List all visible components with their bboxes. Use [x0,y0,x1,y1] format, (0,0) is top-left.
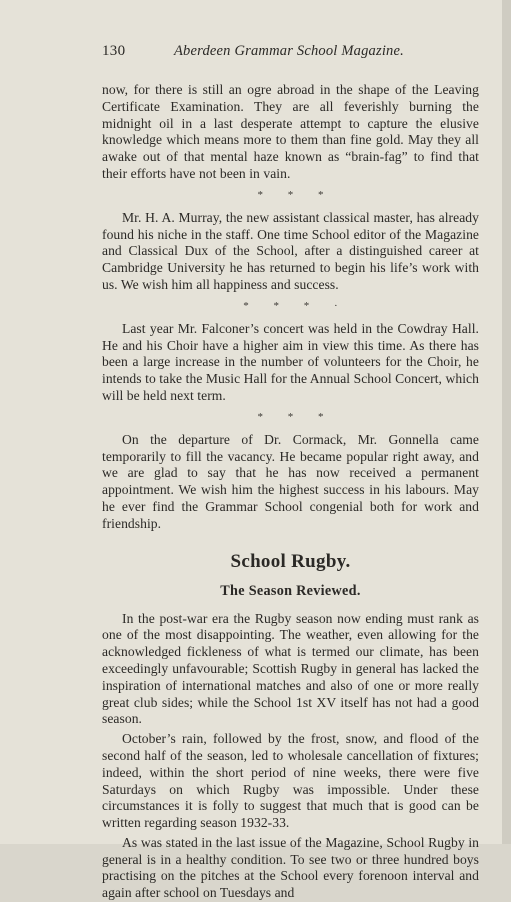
page-number: 130 [102,43,126,59]
subsection-title: The Season Reviewed. [220,582,361,599]
paragraph-rugby-condition: As was stated in the last issue of the Magazine, School Rugby in general is in a healthy condition. To see two or three hundred boys practising on the pitches at the School every forenoon interval and again after school on Tuesdays and [102,834,479,901]
running-title: Aberdeen Grammar School Magazine. [174,43,404,59]
page-content [102,82,479,902]
page-edge [502,0,511,844]
page-header [102,43,482,65]
asterism-separator: * * * · [243,299,338,312]
paragraph-murray: Mr. H. A. Murray, the new assistant classical master, has already found his niche in the staff. One time School editor of the Magazine and Classical Dux of the School, after a distinguished career at Cambridge University he has returned to begin his life’s work with us. We wish him all happiness and success. [102,209,479,292]
section-title: School Rugby. [230,550,351,572]
paragraph-rugby-season: In the post-war era the Rugby season now ending must rank as one of the most disappointing. The weather, even allowing for the acknowledged fickleness of what is termed our climate, has been exceedingly unfavourable; Scottish Rugby in general has lacked the inspiration of international matches and also of one or more really great club sides; while the School 1st XV itself has not had a good season. [102,610,479,727]
paragraph-rugby-weather: October’s rain, followed by the frost, snow, and flood of the second half of the season, led to wholesale cancellation of fixtures; indeed, within the short period of nine weeks, there were five Saturdays on which Rugby was impossible. Under these circumstances it is folly to suggest that much that is good can be written regarding season 1932-33. [102,731,479,831]
asterism-separator: * * * [257,188,324,201]
paragraph-falconer-concert: Last year Mr. Falconer’s concert was held in the Cowdray Hall. He and his Choir have a higher aim in view this time. As there has been a large increase in the number of volunteers for the Choir, he intends to take the Music Hall for the Annual School Concert, which will be held next term. [102,320,479,403]
paragraph-leaving-certificate: now, for there is still an ogre abroad in the shape of the Leaving Certificate Examination. They are all feverishly burning the midnight oil in a last desperate attempt to capture the elusive knowledge which means more to them than fine gold. May they all awake out of that mental haze known as “brain-fag” to find that their efforts have not been in vain. [102,82,479,181]
asterism-separator: * * * [257,410,324,423]
paragraph-gonnella: On the departure of Dr. Cormack, Mr. Gonnella came temporarily to fill the vacancy. He became popular right away, and we are glad to say that he has now received a permanent appointment. We wish him the highest success in his labours. May he ever find the Grammar School congenial both for work and friendship. [102,431,479,531]
